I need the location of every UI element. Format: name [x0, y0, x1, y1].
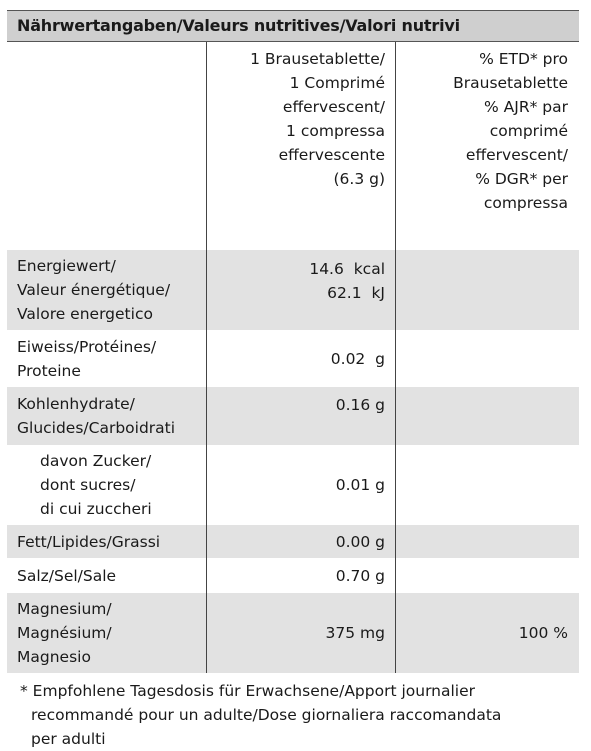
row-label: Salz/Sel/Sale	[17, 566, 117, 585]
header-per-tablet: 1 Brausetablette/ 1 Comprimé effervescent/ 1 compressa effervescente (6.3 g)	[206, 42, 396, 250]
row-percent	[396, 445, 579, 525]
row-percent	[396, 250, 579, 330]
row-value: 14.6 kcal 62.1 kJ	[206, 250, 396, 330]
row-label: Energiewert/ Valeur énergétique/ Valore energetico	[17, 257, 171, 323]
table-row-carbohydrates	[7, 387, 579, 445]
nutrition-table	[7, 10, 579, 751]
footnote: * Empfohlene Tagesdosis für Erwachsene/Apport journalier recommandé pour un adulte/Dose giornaliera raccomandata per adulti	[20, 682, 502, 748]
row-percent: 100 %	[518, 624, 568, 642]
header-row	[7, 42, 579, 250]
table-row-fat	[7, 525, 579, 558]
row-value: 0.00 g	[206, 525, 396, 558]
row-percent	[396, 558, 579, 593]
row-label: Kohlenhydrate/ Glucides/Carboidrati	[17, 395, 176, 437]
row-value: 375 mg	[206, 593, 396, 673]
row-value: 0.16 g	[206, 387, 396, 445]
table-row-protein	[7, 330, 579, 387]
row-percent	[396, 330, 579, 387]
row-value: 0.70 g	[206, 558, 396, 593]
row-percent	[396, 525, 579, 558]
table-row-energy	[7, 250, 579, 330]
table-row-salt	[7, 558, 579, 593]
row-label: davon Zucker/ dont sucres/ di cui zuccheri	[40, 452, 152, 518]
row-percent	[396, 387, 579, 445]
table-row-sugars	[7, 445, 579, 525]
header-percent-rda: % ETD* pro Brausetablette % AJR* par comprimé effervescent/ % DGR* per compressa	[453, 50, 568, 212]
row-label: Magnesium/ Magnésium/ Magnesio	[17, 600, 112, 666]
table-title: Nährwertangaben/Valeurs nutritives/Valori nutrivi	[7, 10, 579, 42]
row-label: Fett/Lipides/Grassi	[17, 532, 161, 551]
row-label: Eiweiss/Protéines/ Proteine	[17, 337, 157, 380]
header-empty-cell	[7, 42, 206, 250]
row-value: 0.02 g	[206, 330, 396, 387]
table-row-magnesium	[7, 593, 579, 673]
row-value: 0.01 g	[206, 445, 396, 525]
